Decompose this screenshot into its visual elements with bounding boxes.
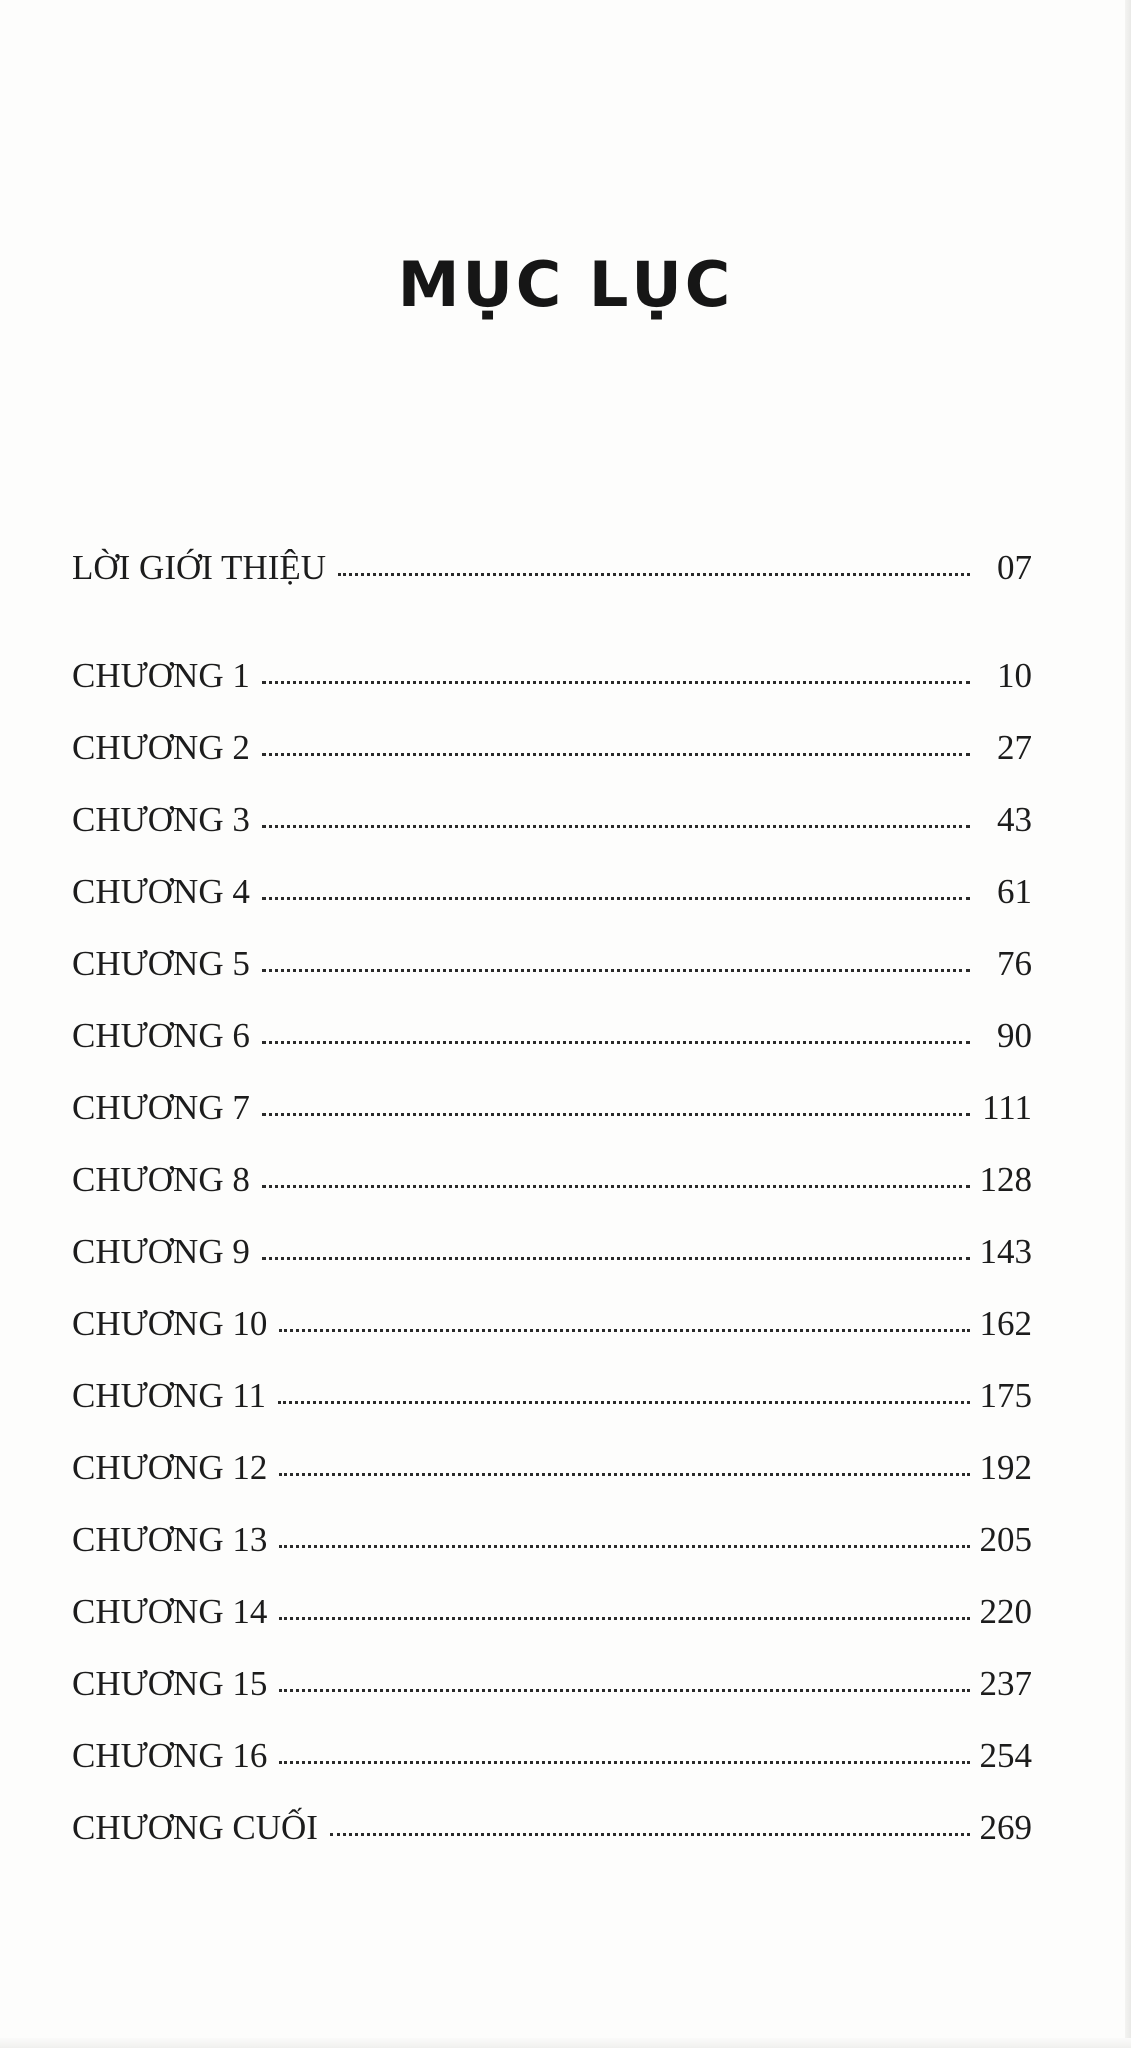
toc-entry-label: CHƯƠNG 8 xyxy=(72,1160,250,1199)
toc-entry-page: 43 xyxy=(997,800,1032,839)
toc-entry-page: 128 xyxy=(979,1160,1032,1199)
toc-entry-chapter-6 xyxy=(72,1000,1032,1072)
toc-entry-chapter-9 xyxy=(72,1216,1032,1288)
toc-entry-chapter-15 xyxy=(72,1648,1032,1720)
toc-entry-chapter-3 xyxy=(72,784,1032,856)
toc-entry-page: 10 xyxy=(997,656,1032,695)
dot-leader xyxy=(279,1329,970,1332)
dot-leader xyxy=(262,969,970,972)
dot-leader xyxy=(338,573,970,576)
toc-entry-label: CHƯƠNG 1 xyxy=(72,656,250,695)
toc-entry-chapter-2 xyxy=(72,712,1032,784)
dot-leader xyxy=(262,1041,970,1044)
toc-entry-page: 175 xyxy=(979,1376,1032,1415)
toc-entry-label: CHƯƠNG 14 xyxy=(72,1592,268,1631)
dot-leader xyxy=(262,825,970,828)
toc-entry-label: CHƯƠNG 2 xyxy=(72,728,250,767)
toc-entry-chapter-10 xyxy=(72,1288,1032,1360)
dot-leader xyxy=(262,753,970,756)
toc-entry-chapter-7 xyxy=(72,1072,1032,1144)
dot-leader xyxy=(262,1185,970,1188)
toc-entry-label: CHƯƠNG 10 xyxy=(72,1304,268,1343)
toc-entry-page: 90 xyxy=(997,1016,1032,1055)
toc-entry-label: CHƯƠNG CUỐI xyxy=(72,1808,318,1847)
toc-entry-label: CHƯƠNG 7 xyxy=(72,1088,250,1127)
toc-entry-page: 111 xyxy=(982,1088,1032,1127)
toc-entry-page: 07 xyxy=(997,548,1032,587)
toc-entry-chapter-5 xyxy=(72,928,1032,1000)
dot-leader xyxy=(262,1257,970,1260)
toc-entry-introduction xyxy=(72,532,1032,604)
toc-entry-chapter-13 xyxy=(72,1504,1032,1576)
toc-entry-chapter-4 xyxy=(72,856,1032,928)
toc-entry-page: 162 xyxy=(979,1304,1032,1343)
toc-entry-label: LỜI GIỚI THIỆU xyxy=(72,548,327,587)
toc-entry-chapter-14 xyxy=(72,1576,1032,1648)
toc-entry-page: 27 xyxy=(997,728,1032,767)
toc-entry-final-chapter xyxy=(72,1792,1032,1864)
page-edge-bottom xyxy=(0,2038,1131,2048)
page-title: MỤC LỤC xyxy=(397,248,734,321)
toc-entry-chapter-8 xyxy=(72,1144,1032,1216)
toc-entry-label: CHƯƠNG 6 xyxy=(72,1016,250,1055)
dot-leader xyxy=(279,1689,970,1692)
toc-entry-page: 61 xyxy=(997,872,1032,911)
toc-entry-page: 254 xyxy=(979,1736,1032,1775)
toc-entry-label: CHƯƠNG 5 xyxy=(72,944,250,983)
dot-leader xyxy=(262,897,970,900)
dot-leader xyxy=(262,681,970,684)
dot-leader xyxy=(279,1761,970,1764)
dot-leader xyxy=(330,1833,970,1836)
toc-entry-label: CHƯƠNG 9 xyxy=(72,1232,250,1271)
table-of-contents xyxy=(72,532,1032,1864)
toc-entry-page: 269 xyxy=(979,1808,1032,1847)
toc-entry-page: 237 xyxy=(979,1664,1032,1703)
toc-entry-chapter-16 xyxy=(72,1720,1032,1792)
toc-entry-label: CHƯƠNG 3 xyxy=(72,800,250,839)
toc-entry-page: 76 xyxy=(997,944,1032,983)
toc-entry-label: CHƯƠNG 12 xyxy=(72,1448,268,1487)
dot-leader xyxy=(279,1473,970,1476)
toc-entry-label: CHƯƠNG 4 xyxy=(72,872,250,911)
toc-entry-page: 220 xyxy=(979,1592,1032,1631)
dot-leader xyxy=(262,1113,970,1116)
toc-entry-page: 192 xyxy=(979,1448,1032,1487)
toc-entry-label: CHƯƠNG 15 xyxy=(72,1664,268,1703)
toc-entry-label: CHƯƠNG 11 xyxy=(72,1376,267,1415)
toc-entry-chapter-1 xyxy=(72,640,1032,712)
dot-leader xyxy=(278,1401,970,1404)
dot-leader xyxy=(279,1545,970,1548)
toc-entry-chapter-12 xyxy=(72,1432,1032,1504)
toc-entry-chapter-11 xyxy=(72,1360,1032,1432)
toc-entry-label: CHƯƠNG 13 xyxy=(72,1520,268,1559)
dot-leader xyxy=(279,1617,970,1620)
toc-entry-page: 143 xyxy=(979,1232,1032,1271)
toc-entry-label: CHƯƠNG 16 xyxy=(72,1736,268,1775)
toc-entry-page: 205 xyxy=(979,1520,1032,1559)
